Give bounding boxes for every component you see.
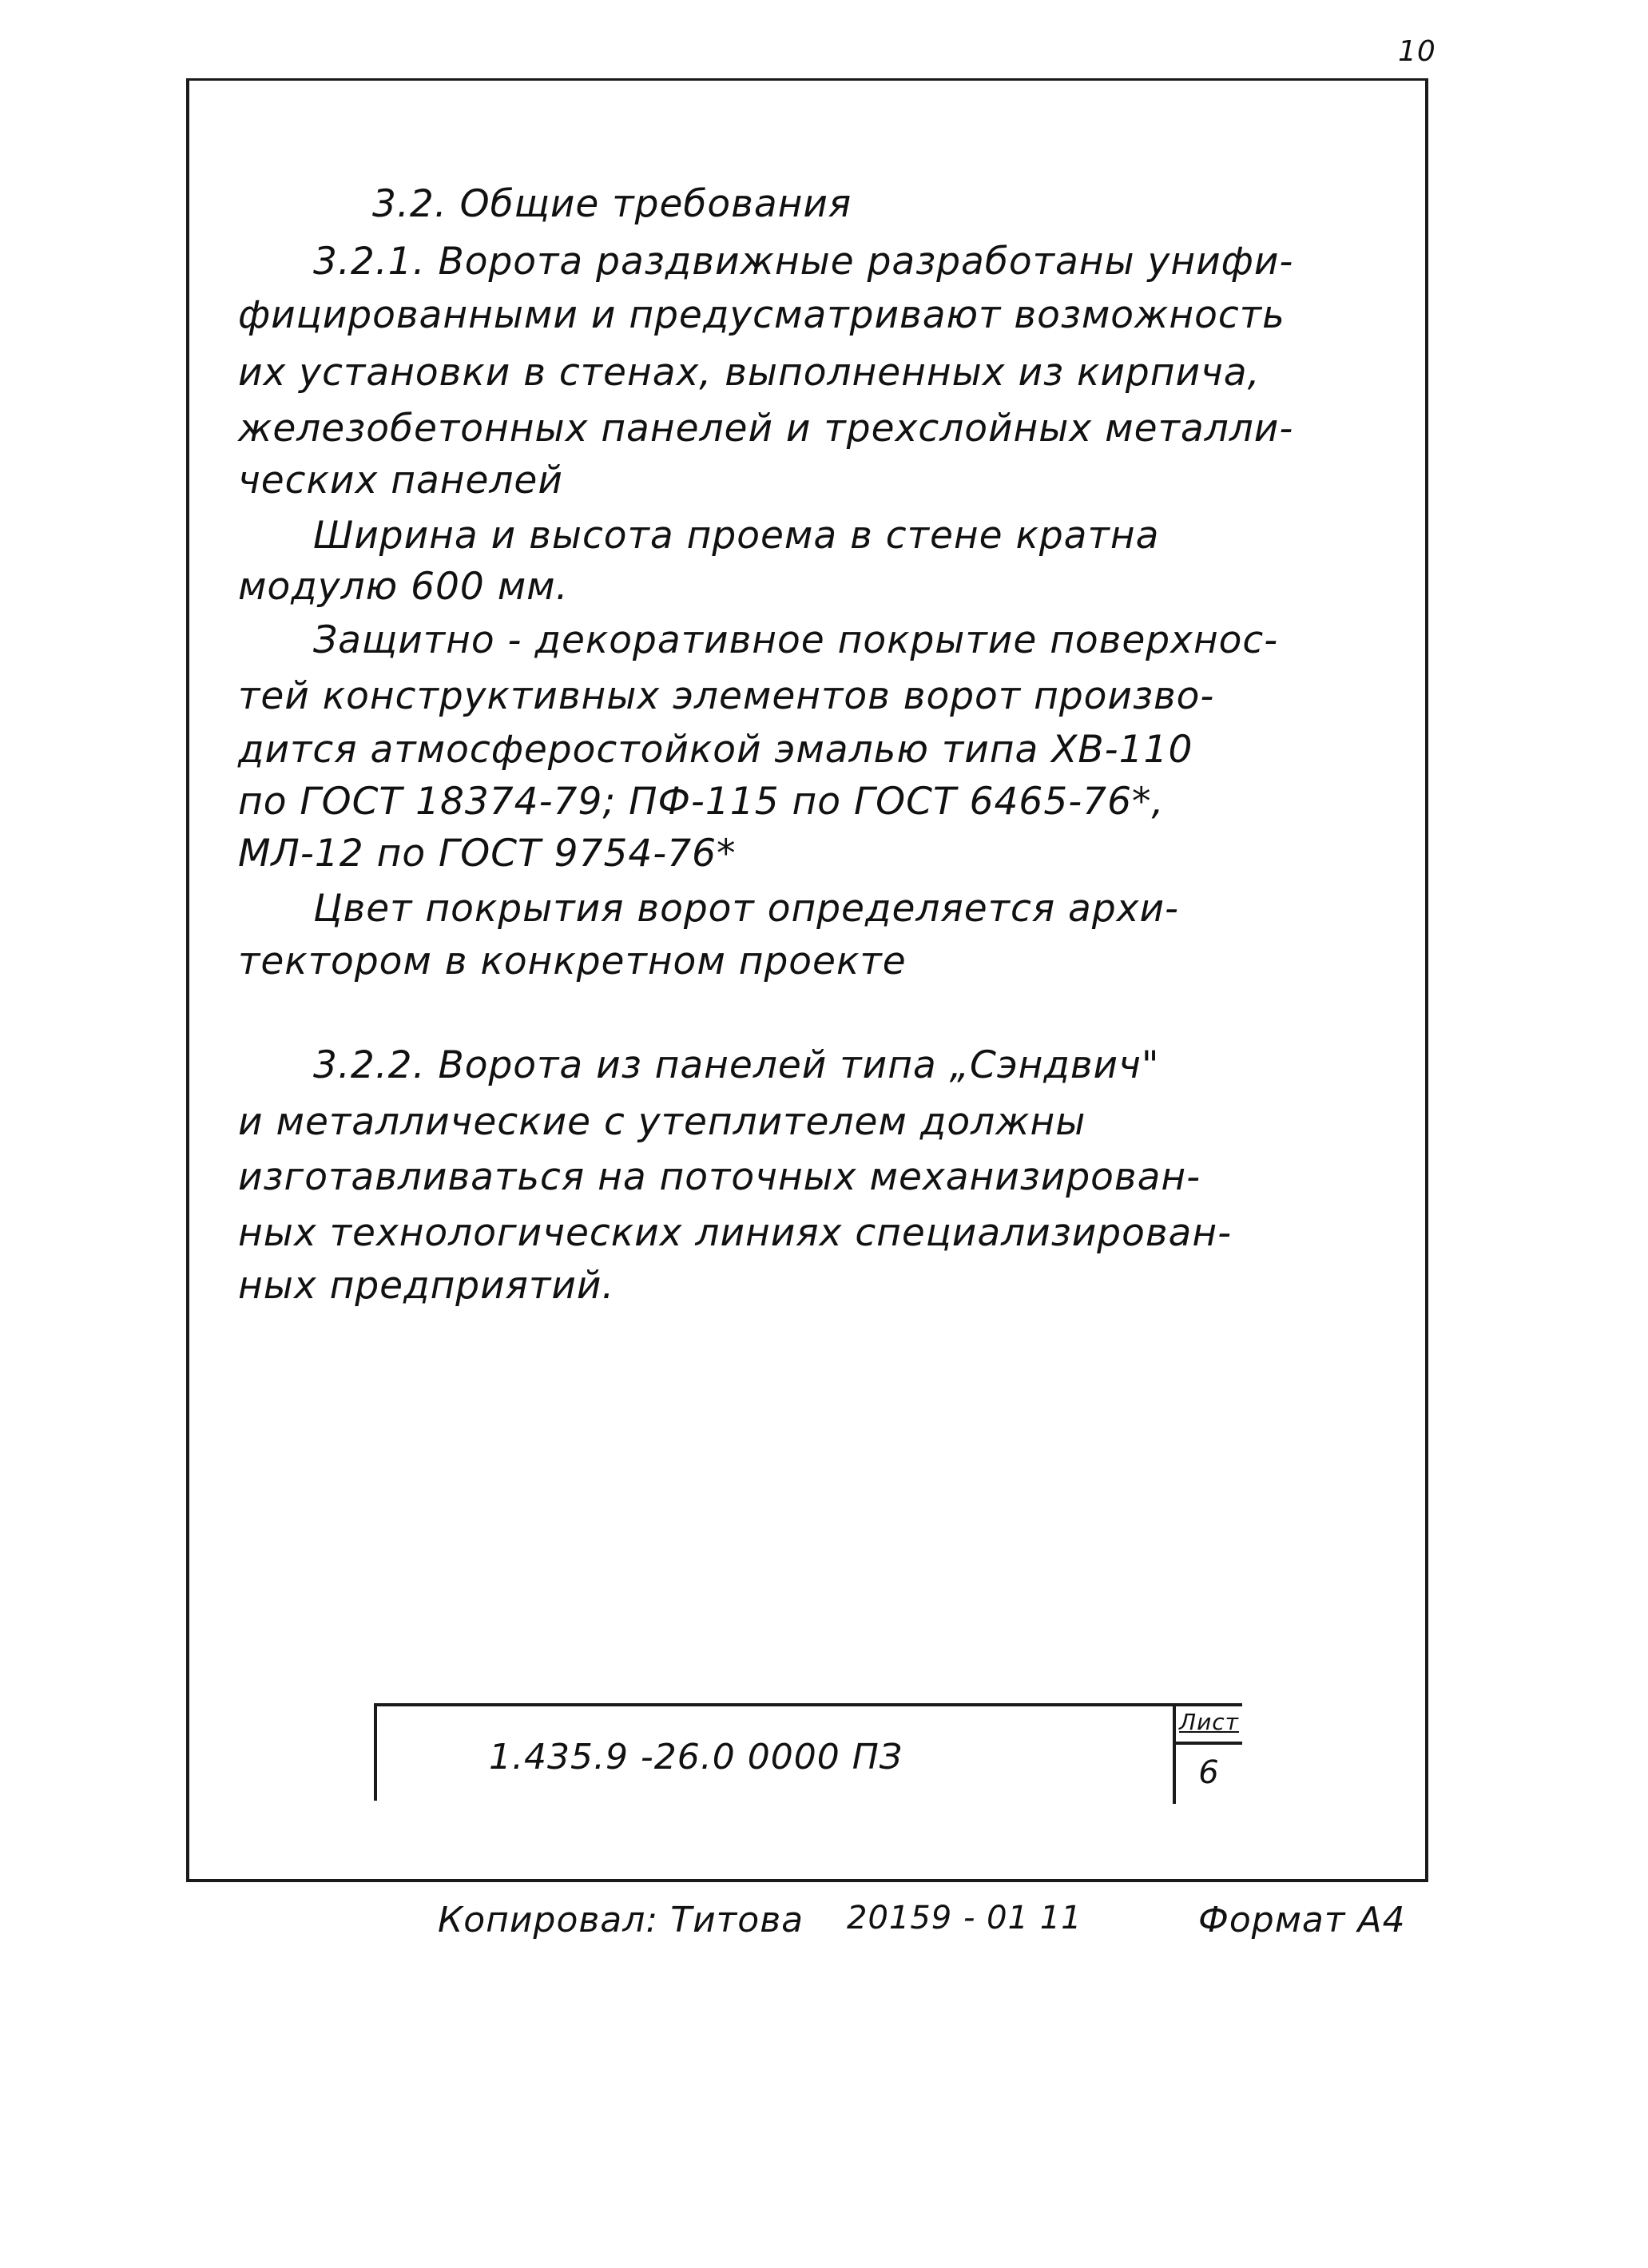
text-line: ных предприятий. [238,1264,615,1308]
text-line: 3.2.2. Ворота из панелей типа „Сэндвич" [313,1043,1160,1087]
text-line: тей конструктивных элементов ворот произво- [238,674,1215,718]
text-line: ческих панелей [238,459,563,502]
title-block [374,1703,1242,1801]
text-line: МЛ-12 по ГОСТ 9754-76* [238,832,737,876]
text-line: модулю 600 мм. [238,565,569,609]
text-line: фицированными и предусматривают возможность [238,293,1285,337]
text-line: 3.2.1. Ворота раздвижные разработаны унифи- [313,240,1294,284]
text-line: изготавливаться на поточных механизирован- [238,1155,1201,1199]
footer-format: Формат А4 [1198,1900,1406,1940]
text-line: и металлические с утеплителем должны [238,1100,1086,1144]
sheet-box [1173,1703,1242,1804]
text-line: тектором в конкретном проекте [238,939,907,983]
text-line: по ГОСТ 18374-79; ПФ-115 по ГОСТ 6465-76*, [238,780,1165,824]
text-line: Защитно - декоративное покрытие поверхнос- [313,618,1279,662]
footer-copied-by: Копировал: Титова [438,1900,804,1940]
text-line: Ширина и высота проема в стене кратна [313,514,1160,558]
text-line: железобетонных панелей и трехслойных металли- [238,407,1294,451]
document-code: 1.435.9 -26.0 0000 ПЗ [489,1737,903,1777]
section-title: 3.2. Общие требования [372,182,852,226]
text-line: Цвет покрытия ворот определяется архи- [313,887,1180,931]
footer-order-number: 20159 - 01 11 [847,1900,1082,1936]
sheet-number: 6 [1198,1754,1220,1791]
sheet-label: Лист [1176,1703,1242,1745]
text-line: их установки в стенах, выполненных из кирпича, [238,351,1261,395]
page-number: 10 [1398,35,1436,68]
text-line: ных технологических линиях специализирован- [238,1211,1233,1255]
text-line: дится атмосферостойкой эмалью типа ХВ-110 [238,728,1193,772]
